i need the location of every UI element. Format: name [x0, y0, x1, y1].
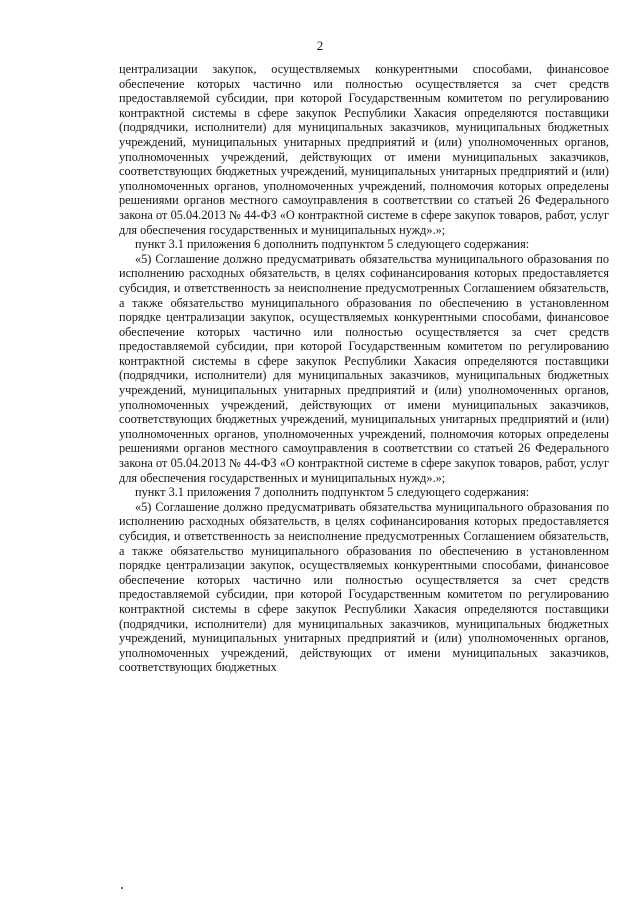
- page-number: 2: [316, 38, 324, 53]
- paragraph-subclause-5-appendix-6: «5) Соглашение должно предусматривать обязательства муниципального образования по исполнению расходных обязательств, в целях софинансирования которых предоставляется субсидия, и ответственность за неисполнение предусмотренных Соглашением обязательств, а также обязательство муниципального образования по обеспечению в установленном порядке централизации закупок, осуществляемых конкурентными способами, финансовое обеспечение которых частично или полностью осуществляется за счет средств предоставляемой субсидии, при которой Государственным комитетом по регулированию контрактной системы в сфере закупок Республики Хакасия определяются поставщики (подрядчики, исполнители) для муниципальных заказчиков, муниципальных бюджетных учреждений, муниципальных унитарных предприятий и (или) уполномоченных органов, уполномоченных учреждений, действующих от имени муниципальных заказчиков, соответствующих бюджетных учреждений, муниципальных унитарных предприятий и (или) уполномоченных органов, уполномоченных учреждений, полномочия которых определены решениями органов местного самоуправления в соответствии со статьей 26 Федерального закона от 05.04.2013 № 44-ФЗ «О контрактной системе в сфере закупок товаров, работ, услуг для обеспечения государственных и муниципальных нужд».»;: [119, 251, 609, 485]
- paragraph-subclause-5-appendix-7: «5) Соглашение должно предусматривать обязательства муниципального образования по исполнению расходных обязательств, в целях софинансирования которых предоставляется субсидия, и ответственность за неисполнение предусмотренных Соглашением обязательств, а также обязательство муниципального образования по обеспечению в установленном порядке централизации закупок, осуществляемых конкурентными способами, финансовое обеспечение которых частично или полностью осуществляется за счет средств предоставляемой субсидии, при которой Государственным комитетом по регулированию контрактной системы в сфере закупок Республики Хакасия определяются поставщики (подрядчики, исполнители) для муниципальных заказчиков, муниципальных бюджетных учреждений, муниципальных унитарных предприятий и (или) уполномоченных органов, уполномоченных учреждений, действующих от имени муниципальных заказчиков, соответствующих бюджетных: [119, 499, 609, 675]
- document-body: [119, 62, 609, 675]
- paragraph-amendment-appendix-6: пункт 3.1 приложения 6 дополнить подпунктом 5 следующего содержания:: [135, 237, 530, 252]
- paragraph-continuation: централизации закупок, осуществляемых конкурентными способами, финансовое обеспечение которых частично или полностью осуществляется за счет средств предоставляемой субсидии, при которой Государственным комитетом по регулированию контрактной системы в сфере закупок Республики Хакасия определяются поставщики (подрядчики, исполнители) для муниципальных заказчиков, муниципальных бюджетных учреждений, муниципальных унитарных предприятий и (или) уполномоченных органов, уполномоченных учреждений, действующих от имени муниципальных заказчиков, соответствующих бюджетных учреждений, муниципальных унитарных предприятий и (или) уполномоченных органов, уполномоченных учреждений, полномочия которых определены решениями органов местного самоуправления в соответствии со статьей 26 Федерального закона от 05.04.2013 № 44-ФЗ «О контрактной системе в сфере закупок товаров, работ, услуг для обеспечения государственных и муниципальных нужд».»;: [119, 62, 609, 237]
- paragraph-amendment-appendix-7: пункт 3.1 приложения 7 дополнить подпунктом 5 следующего содержания:: [135, 485, 530, 500]
- scan-speck: [121, 887, 123, 889]
